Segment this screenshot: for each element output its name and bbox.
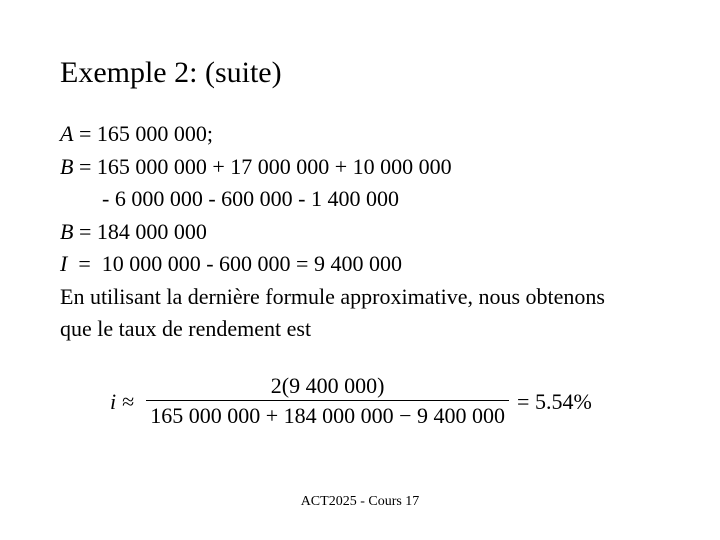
equation-line-b (60, 151, 680, 184)
slide-body (60, 118, 680, 346)
equation-line-b-continued (60, 183, 680, 216)
equation-i-text: = 10 000 000 - 600 000 = 9 400 000 (67, 251, 402, 276)
approx-symbol: ≈ (122, 388, 135, 414)
formula-fraction (146, 372, 509, 431)
equation-b-continued-text: - 6 000 000 - 600 000 - 1 400 000 (102, 186, 399, 211)
formula-numerator: 2(9 400 000) (270, 373, 385, 398)
formula-result: = 5.54% (517, 388, 592, 414)
equation-b-text: = 165 000 000 + 17 000 000 + 10 000 000 (73, 153, 452, 179)
variable-a: A (60, 121, 74, 146)
variable-i: I (60, 251, 68, 276)
variable-b-result: B (60, 218, 74, 244)
equation-line-a (60, 118, 680, 151)
slide-title: Exemple 2: (suite) (60, 56, 282, 89)
formula-lhs: i (110, 388, 117, 414)
formula-denominator: 165 000 000 + 184 000 000 − 9 400 000 (150, 403, 506, 428)
slide-footer: ACT2025 - Cours 17 (300, 494, 420, 509)
equation-a-text: = 165 000 000; (73, 121, 213, 146)
equation-b-result-text: = 184 000 000 (73, 218, 207, 244)
rate-formula (110, 372, 592, 431)
explanation-paragraph: En utilisant la dernière formule approximative, nous obtenons que le taux de rendement est (60, 283, 605, 341)
equation-line-b-result (60, 216, 680, 249)
variable-b: B (60, 153, 74, 179)
equation-line-i (60, 248, 680, 281)
